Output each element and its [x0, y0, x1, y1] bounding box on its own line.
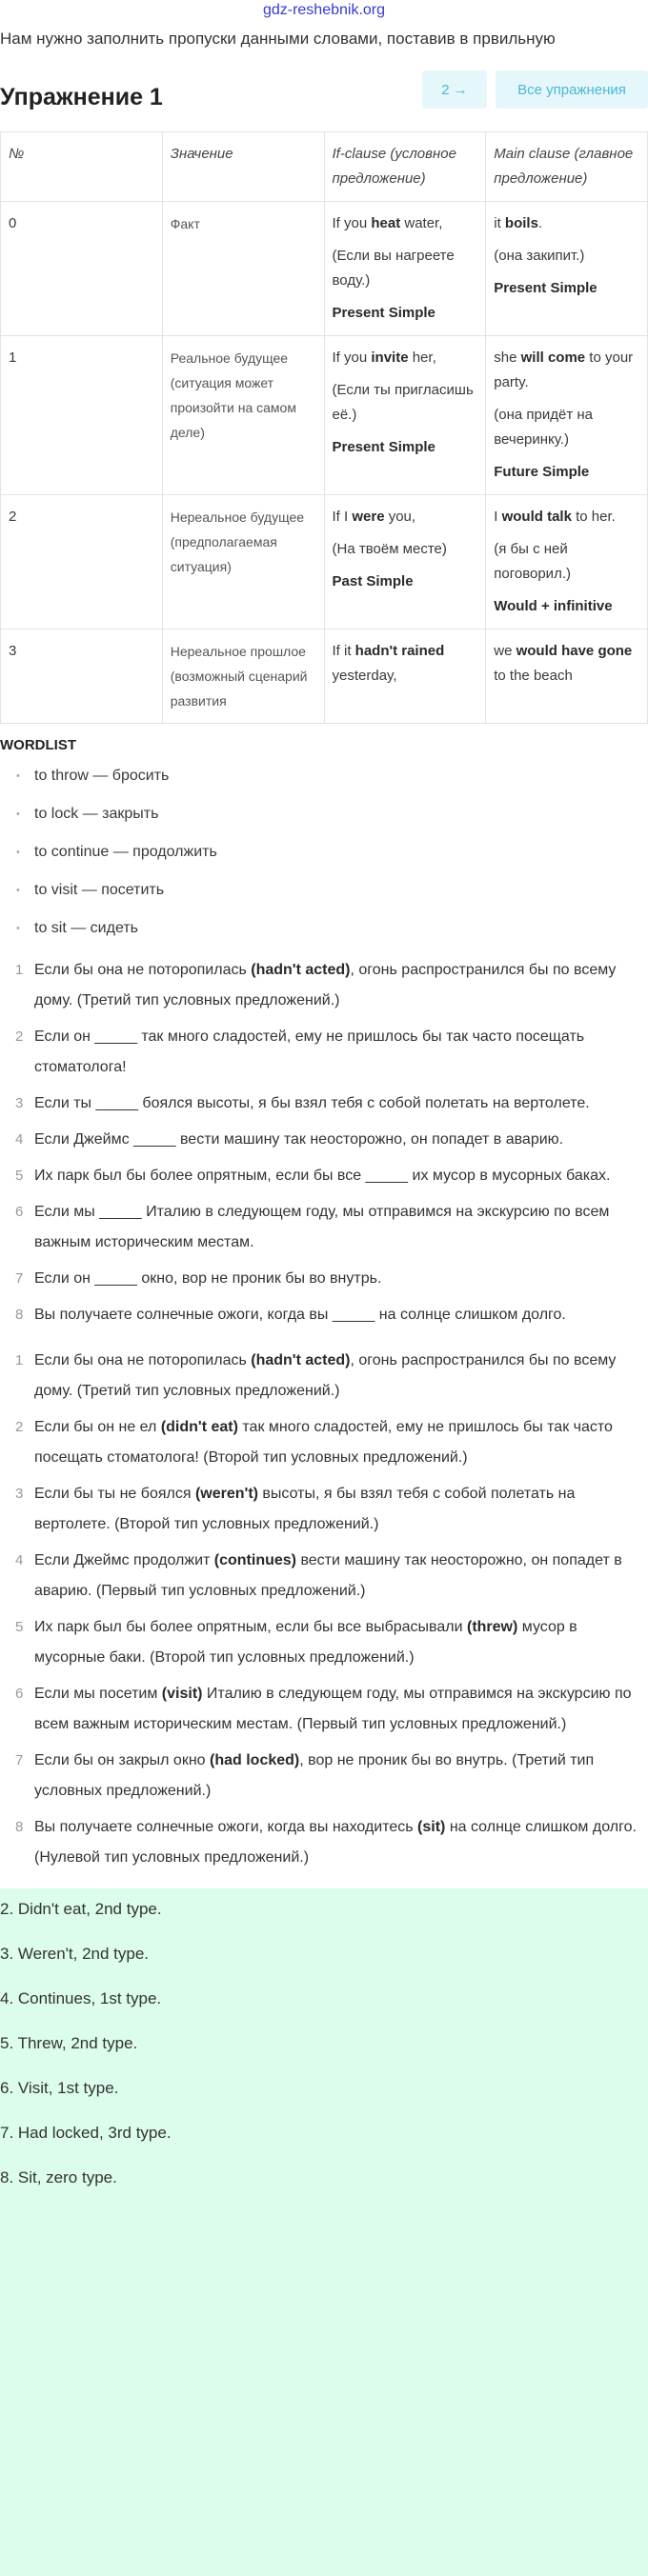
- text-segment: на солнце слишком долго. (Нулевой тип условных предложений.): [34, 1819, 637, 1866]
- item-number: 6: [15, 1686, 24, 1702]
- text-segment: Их парк был бы более опрятным, если бы все _____ их мусор в мусорных баках.: [34, 1168, 611, 1184]
- exercise-title: Упражнение 1: [0, 84, 163, 110]
- item-number: 5: [15, 1619, 24, 1635]
- bold-text: Would + infinitive: [494, 598, 613, 614]
- text-segment: to the beach: [494, 668, 573, 684]
- bold-text: would have gone: [516, 643, 633, 659]
- text-segment: Если бы она не поторопилась: [34, 962, 252, 978]
- text-segment: Если он _____ окно, вор не проник бы во внутрь.: [34, 1270, 382, 1287]
- bold-text: boils: [504, 215, 538, 231]
- cell-paragraph: [333, 211, 478, 236]
- wordlist: [0, 765, 648, 955]
- text-segment: Вы получаете солнечные ожоги, когда вы _____ на солнце слишком долго.: [34, 1307, 566, 1323]
- text-segment: to her.: [571, 509, 616, 525]
- text-segment: Если бы она не поторопилась: [34, 1352, 252, 1368]
- exercise-item: [0, 1197, 648, 1258]
- text-segment: мусор в мусорные баки. (Второй тип условных предложений.): [34, 1619, 577, 1666]
- text-segment: Если бы он не ел: [34, 1419, 161, 1435]
- item-number: 4: [15, 1552, 24, 1568]
- item-number: 3: [15, 1486, 24, 1502]
- item-number: 7: [15, 1270, 24, 1287]
- bold-text: would talk: [501, 509, 572, 525]
- text-segment: так много сладостей, ему не пришлось бы так часто посещать стоматолога! (Второй тип условных предложений.): [34, 1419, 613, 1466]
- answer-item: 4. Continues, 1st type.: [0, 1989, 162, 2007]
- cell-paragraph: [494, 505, 639, 529]
- text-segment: If you: [332, 215, 372, 231]
- text-segment: Если Джеймс продолжит: [34, 1552, 214, 1568]
- cell-paragraph: [333, 346, 478, 370]
- text-segment: Вы получаете солнечные ожоги, когда вы находитесь: [34, 1819, 418, 1835]
- text-segment: her,: [408, 349, 436, 366]
- cell-number: 2: [1, 495, 163, 629]
- text-segment: Если Джеймс _____ вести машину так неосторожно, он попадет в аварию.: [34, 1131, 564, 1148]
- intro-text: Нам нужно заполнить пропуски данными словами, поставив в првильную: [0, 30, 556, 48]
- text-segment: высоты, я бы взял тебя с собой полетать на вертолете. (Второй тип условных предложений.): [34, 1486, 576, 1532]
- item-number: 8: [15, 1819, 24, 1835]
- exercise-item: [0, 1412, 648, 1473]
- bold-text: (hadn't acted): [251, 962, 351, 978]
- exercise-item: [0, 1612, 648, 1673]
- item-number: 7: [15, 1752, 24, 1768]
- answer-item: 3. Weren't, 2nd type.: [0, 1945, 150, 1963]
- bold-text: Present Simple: [494, 280, 597, 296]
- text-segment: (я бы с ней поговорил.): [494, 541, 571, 582]
- next-exercise-button[interactable]: 2 →: [422, 70, 487, 109]
- text-segment: I: [494, 509, 502, 525]
- exercise-item: [0, 955, 648, 1016]
- cell-main-clause: [486, 202, 648, 336]
- wordlist-item: • to throw — бросить: [0, 765, 648, 803]
- text-segment: If it: [332, 643, 355, 659]
- bold-text: (didn't eat): [160, 1419, 238, 1435]
- cell-paragraph: [333, 639, 478, 689]
- cell-paragraph: [333, 378, 478, 428]
- task-list: [0, 955, 648, 1336]
- text-segment: (она придёт на вечеринку.): [494, 407, 593, 448]
- text-segment: Если мы _____ Италию в следующем году, мы отправимся на экскурсию по всем важным историческим местам.: [34, 1204, 610, 1250]
- cell-paragraph: [333, 435, 478, 460]
- item-number: 1: [15, 1352, 24, 1368]
- bold-text: (weren't): [194, 1486, 258, 1502]
- cell-if-clause: [324, 629, 486, 724]
- text-segment: Их парк был бы более опрятным, если бы все выбрасывали: [34, 1619, 467, 1635]
- exercise-item: [0, 1300, 648, 1330]
- cell-paragraph: [494, 460, 639, 485]
- text-segment: вести машину так неосторожно, он попадет в аварию. (Первый тип условных предложений.): [34, 1552, 622, 1599]
- table-row: [1, 336, 648, 495]
- site-watermark-header: gdz-reshebnik.org: [262, 2, 386, 18]
- cell-main-clause: [486, 495, 648, 629]
- exercise-item: [0, 1161, 648, 1191]
- cell-paragraph: [494, 244, 639, 269]
- text-segment: , вор не проник бы во внутрь. (Третий тип условных предложений.): [34, 1752, 595, 1799]
- bold-text: were: [352, 509, 385, 525]
- all-exercises-button[interactable]: Все упражнения: [496, 70, 648, 109]
- exercise-item: [0, 1346, 648, 1407]
- text-segment: (она закипит.): [494, 248, 585, 264]
- cell-main-clause: [486, 336, 648, 495]
- exercise-item: [0, 1022, 648, 1083]
- cell-meaning: Реальное будущее (ситуация может произойти на самом деле): [162, 336, 324, 495]
- header-meaning: Значение: [162, 132, 324, 202]
- wordlist-item: • to continue — продолжить: [0, 841, 648, 879]
- bold-text: (threw): [466, 1619, 518, 1635]
- table-row: [1, 629, 648, 724]
- cell-paragraph: [494, 537, 639, 587]
- answers-box: [0, 1888, 648, 2576]
- cell-if-clause: [324, 495, 486, 629]
- cell-paragraph: [333, 244, 478, 293]
- text-segment: Если бы он закрыл окно: [34, 1752, 210, 1768]
- item-number: 5: [15, 1168, 24, 1184]
- cell-meaning: Нереальное будущее (предполагаемая ситуация): [162, 495, 324, 629]
- cell-meaning: Нереальное прошлое (возможный сценарий развития: [162, 629, 324, 724]
- item-number: 1: [15, 962, 24, 978]
- exercise-item: [0, 1264, 648, 1294]
- cell-paragraph: [494, 403, 639, 452]
- cell-number: 0: [1, 202, 163, 336]
- text-segment: we: [494, 643, 516, 659]
- text-segment: Если он _____ так много сладостей, ему не пришлось бы так часто посещать стоматолога!: [34, 1028, 585, 1075]
- cell-paragraph: [333, 505, 478, 529]
- cell-meaning: Факт: [162, 202, 324, 336]
- item-number: 8: [15, 1307, 24, 1323]
- answer-item: 6. Visit, 1st type.: [0, 2079, 119, 2097]
- cell-paragraph: [333, 537, 478, 562]
- header-number: №: [1, 132, 163, 202]
- text-segment: (Если ты пригласишь её.): [332, 382, 474, 423]
- header-if-clause: If-clause (условное предложение): [324, 132, 486, 202]
- wordlist-item: • to lock — закрыть: [0, 803, 648, 841]
- bold-text: Future Simple: [494, 464, 590, 480]
- bold-text: (had locked): [210, 1752, 300, 1768]
- table-row: [1, 202, 648, 336]
- answer-item: 7. Had locked, 3rd type.: [0, 2124, 172, 2142]
- text-segment: Италию в следующем году, мы отправимся на экскурсию по всем важным историческим местам. (Первый тип условных предложений.): [34, 1686, 632, 1732]
- text-segment: she: [494, 349, 521, 366]
- bold-text: invite: [371, 349, 409, 366]
- exercise-item: [0, 1546, 648, 1607]
- text-segment: you,: [384, 509, 416, 525]
- solved-list: [0, 1346, 648, 1879]
- bold-text: (sit): [417, 1819, 446, 1835]
- item-number: 3: [15, 1095, 24, 1111]
- header-main-clause: Main clause (главное предложение): [486, 132, 648, 202]
- exercise-item: [0, 1679, 648, 1740]
- bold-text: (continues): [213, 1552, 296, 1568]
- cell-paragraph: [333, 301, 478, 326]
- cell-if-clause: [324, 336, 486, 495]
- item-number: 6: [15, 1204, 24, 1220]
- answer-item: 8. Sit, zero type.: [0, 2168, 117, 2187]
- bold-text: will come: [520, 349, 586, 366]
- text-segment: (На твоём месте): [332, 541, 447, 557]
- bold-text: hadn't rained: [354, 643, 445, 659]
- cell-number: 3: [1, 629, 163, 724]
- answer-item: 2. Didn't eat, 2nd type.: [0, 1900, 162, 1918]
- bold-text: heat: [371, 215, 401, 231]
- wordlist-item: • to visit — посетить: [0, 879, 648, 917]
- text-segment: Если мы посетим: [34, 1686, 162, 1702]
- cell-paragraph: [333, 569, 478, 594]
- text-segment: , огонь распространился бы по всему дому. (Третий тип условных предложений.): [34, 962, 617, 1008]
- exercise-item: [0, 1812, 648, 1873]
- bold-text: Present Simple: [332, 305, 435, 321]
- cell-number: 1: [1, 336, 163, 495]
- cell-main-clause: [486, 629, 648, 724]
- text-segment: yesterday,: [332, 668, 397, 684]
- cell-paragraph: [494, 346, 639, 395]
- item-number: 4: [15, 1131, 24, 1148]
- text-segment: Если ты _____ боялся высоты, я бы взял тебя с собой полетать на вертолете.: [34, 1095, 590, 1111]
- table-row: [1, 495, 648, 629]
- exercise-item: [0, 1746, 648, 1807]
- text-segment: .: [537, 215, 543, 231]
- bold-text: Present Simple: [332, 439, 435, 455]
- text-segment: water,: [400, 215, 443, 231]
- wordlist-heading: WORDLIST: [0, 737, 76, 753]
- bold-text: (hadn't acted): [251, 1352, 351, 1368]
- answer-item: 5. Threw, 2nd type.: [0, 2034, 138, 2052]
- cell-paragraph: [494, 211, 639, 236]
- table-header-row: [1, 132, 648, 202]
- item-number: 2: [15, 1419, 24, 1435]
- exercise-item: [0, 1125, 648, 1155]
- bold-text: Past Simple: [332, 573, 414, 589]
- conditionals-table: [0, 131, 648, 724]
- text-segment: to your party.: [494, 349, 634, 390]
- exercise-item: [0, 1479, 648, 1540]
- cell-paragraph: [494, 276, 639, 301]
- cell-if-clause: [324, 202, 486, 336]
- text-segment: Если бы ты не боялся: [34, 1486, 195, 1502]
- text-segment: If I: [332, 509, 353, 525]
- cell-paragraph: [494, 594, 639, 619]
- wordlist-item: • to sit — сидеть: [0, 917, 648, 955]
- cell-paragraph: [494, 639, 639, 689]
- bold-text: (visit): [161, 1686, 203, 1702]
- text-segment: it: [494, 215, 505, 231]
- item-number: 2: [15, 1028, 24, 1045]
- text-segment: If you: [332, 349, 372, 366]
- text-segment: , огонь распространился бы по всему дому. (Третий тип условных предложений.): [34, 1352, 617, 1399]
- exercise-item: [0, 1088, 648, 1119]
- title-row: [0, 70, 648, 131]
- text-segment: (Если вы нагреете воду.): [332, 248, 455, 289]
